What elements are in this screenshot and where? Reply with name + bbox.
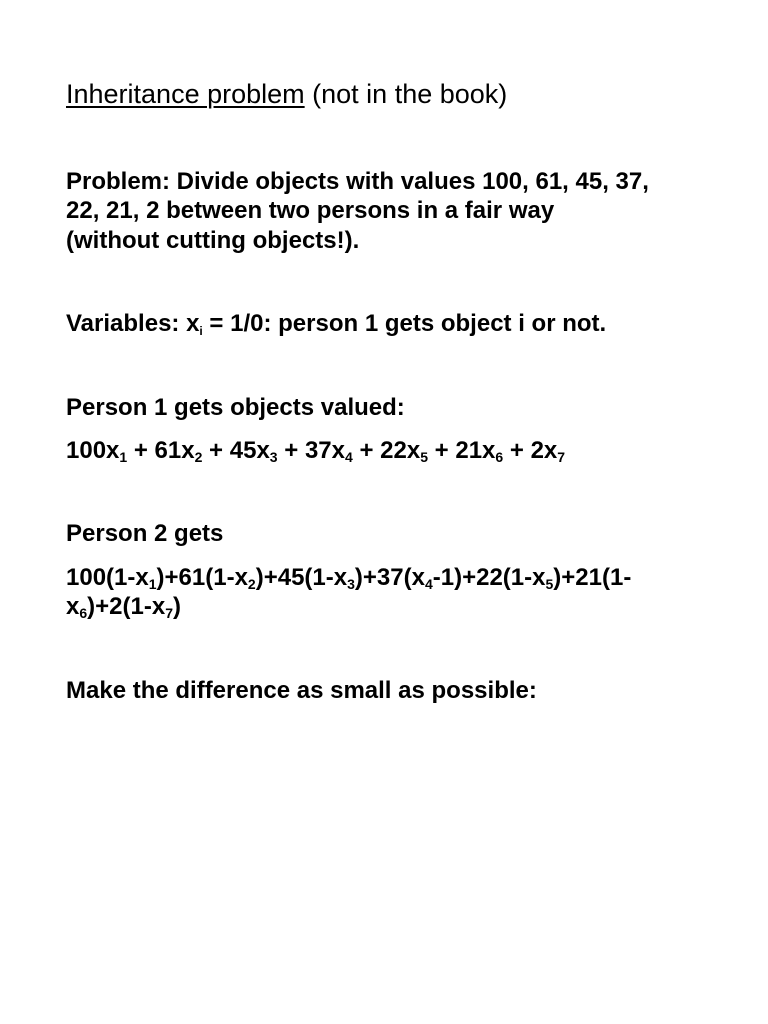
- person1-heading: Person 1 gets objects valued:: [66, 394, 405, 421]
- title-underlined: Inheritance problem: [66, 79, 305, 109]
- person2-term: $x_6$: [66, 593, 88, 621]
- person1-expression: [66, 436, 565, 466]
- person1-term: $22x_5$ +: [380, 437, 456, 465]
- person2-term: )$+2(1-x_7$: [87, 593, 173, 621]
- person1-term: $37x_4$ +: [304, 437, 381, 465]
- person1-term: $61x_2$ +: [154, 437, 230, 465]
- slide-title: [66, 78, 507, 110]
- person1-term: $2x_7$: [530, 437, 566, 465]
- person2-term: )$+45(1-x_3$: [255, 564, 355, 592]
- person2-term: )$+61(1-x_2$: [156, 564, 256, 592]
- variables-prefix: Variables: x: [66, 310, 200, 337]
- title-rest: (not in the book): [312, 79, 508, 109]
- person1-term: $100x_1$ +: [66, 437, 155, 465]
- problem-line-2: 22, 21, 2 between two persons in a fair way: [66, 197, 555, 224]
- person2-heading: Person 2 gets: [66, 520, 224, 547]
- conclusion-line: Make the difference as small as possible:: [66, 677, 537, 704]
- person2-expression-line-2: [66, 592, 181, 622]
- person2-term: $100(1-x_1$: [66, 564, 157, 592]
- person2-term: )+21(1-: [553, 564, 632, 591]
- person1-term: $21x_6$ +: [455, 437, 531, 465]
- person2-term: ): [173, 593, 181, 620]
- problem-line-1: Problem: Divide objects with values 100, 61, 45, 37,: [66, 168, 649, 195]
- variables-line: [66, 309, 606, 339]
- variables-subscript: i: [199, 324, 203, 338]
- person2-expression-line-1: [66, 563, 631, 593]
- person1-term: $45x_3$ +: [229, 437, 305, 465]
- person2-term: )$+37(x_4$: [354, 564, 433, 592]
- problem-line-3: (without cutting objects!).: [66, 227, 360, 254]
- person2-term: $-1)+22(1-x_5$: [432, 564, 554, 592]
- variables-suffix: = 1/0: person 1 gets object i or not.: [202, 310, 607, 337]
